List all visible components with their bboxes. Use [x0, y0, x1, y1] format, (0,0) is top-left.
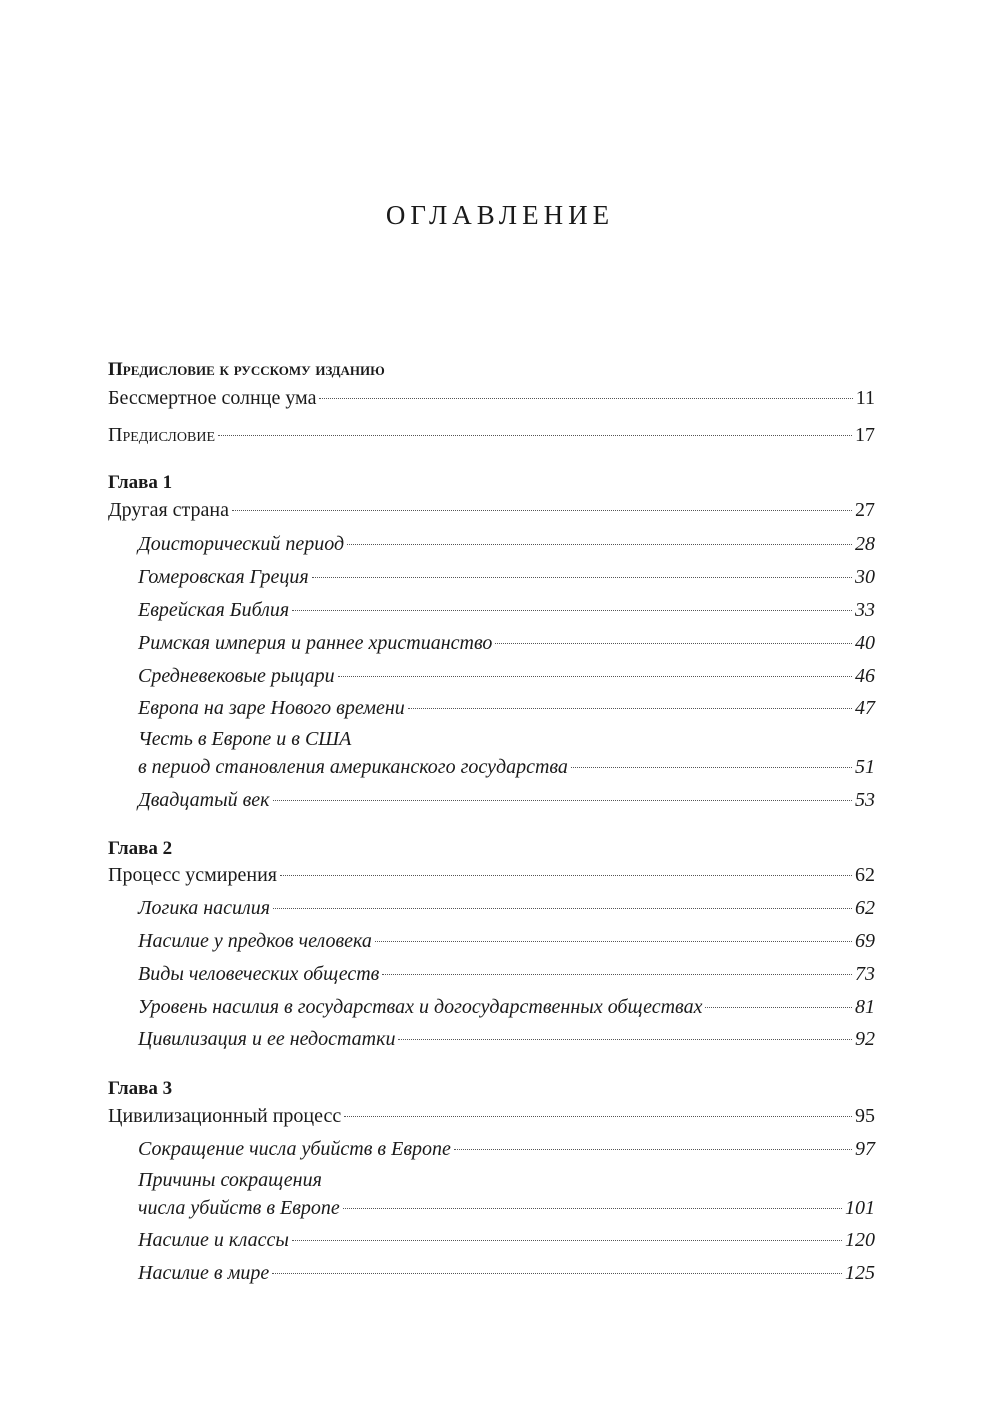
toc-section[interactable]	[138, 753, 875, 781]
toc-entry-label: Европа на заре Нового времени	[138, 697, 405, 719]
chapter-2-heading: Глава 2	[108, 838, 173, 859]
toc-page-number: 47	[855, 697, 875, 719]
toc-entry-preface-russian[interactable]	[108, 384, 875, 412]
toc-section[interactable]	[138, 1226, 875, 1254]
toc-entry-label: Другая страна	[108, 499, 229, 521]
toc-page-number: 125	[845, 1262, 875, 1284]
toc-section-line-1[interactable]: Честь в Европе и в США	[138, 728, 352, 750]
toc-page-number: 28	[855, 533, 875, 555]
toc-section[interactable]	[138, 530, 875, 558]
toc-page-number: 95	[855, 1105, 875, 1127]
toc-section[interactable]	[138, 563, 875, 591]
dot-leader	[454, 1149, 852, 1150]
chapter-1-heading: Глава 1	[108, 472, 173, 493]
dot-leader	[382, 974, 852, 975]
dot-leader	[280, 875, 852, 876]
preface-heading: Предисловие к русскому изданию	[108, 359, 385, 380]
toc-entry-label: Насилие у предков человека	[138, 930, 372, 952]
toc-page-number: 27	[855, 499, 875, 521]
toc-entry-preface[interactable]	[108, 421, 875, 449]
toc-entry-label: Логика насилия	[138, 897, 271, 919]
toc-section[interactable]	[138, 1135, 875, 1163]
toc-section[interactable]	[138, 1194, 875, 1222]
toc-section[interactable]	[138, 662, 875, 690]
toc-page-number: 101	[845, 1197, 875, 1219]
toc-page-number: 120	[845, 1229, 875, 1251]
toc-page-number: 53	[855, 789, 875, 811]
toc-page-number: 33	[855, 599, 875, 621]
toc-entry-label: числа убийств в Европе	[138, 1197, 340, 1219]
toc-entry-chapter-1[interactable]	[108, 496, 875, 524]
toc-section[interactable]	[138, 960, 875, 988]
toc-entry-label: Сокращение числа убийств в Европе	[138, 1138, 451, 1160]
dot-leader	[312, 577, 852, 578]
dot-leader	[218, 435, 852, 436]
toc-section[interactable]	[138, 993, 875, 1021]
toc-entry-label: Гомеровская Греция	[138, 566, 309, 588]
toc-section[interactable]	[138, 786, 875, 814]
dot-leader	[495, 643, 852, 644]
dot-leader	[398, 1039, 852, 1040]
toc-page-number: 73	[855, 963, 875, 985]
toc-page-number: 97	[855, 1138, 875, 1160]
toc-page-number: 92	[855, 1028, 875, 1050]
toc-entry-label: Римская империя и раннее христианство	[138, 632, 493, 654]
dot-leader	[705, 1007, 852, 1008]
dot-leader	[571, 767, 852, 768]
toc-section[interactable]	[138, 927, 875, 955]
toc-entry-label: в период становления американского государства	[138, 756, 568, 778]
toc-page-number: 40	[855, 632, 875, 654]
page-title: ОГЛАВЛЕНИЕ	[385, 200, 615, 230]
toc-page-number: 46	[855, 665, 875, 687]
toc-section-line-1[interactable]: Причины сокращения	[138, 1169, 322, 1191]
dot-leader	[273, 908, 852, 909]
toc-entry-chapter-2[interactable]	[108, 861, 875, 889]
dot-leader	[273, 800, 852, 801]
toc-entry-label: Насилие и классы	[138, 1229, 289, 1251]
dot-leader	[338, 676, 852, 677]
toc-section[interactable]	[138, 694, 875, 722]
toc-entry-chapter-3[interactable]	[108, 1102, 875, 1130]
dot-leader	[232, 510, 852, 511]
toc-entry-label: Цивилизация и ее недостатки	[138, 1028, 396, 1050]
toc-section[interactable]	[138, 894, 875, 922]
toc-entry-label: Еврейская Библия	[138, 599, 290, 621]
dot-leader	[408, 708, 852, 709]
dot-leader	[292, 610, 852, 611]
toc-section[interactable]	[138, 1259, 875, 1287]
toc-entry-label: Процесс усмирения	[108, 864, 277, 886]
dot-leader	[344, 1116, 852, 1117]
toc-page-number: 69	[855, 930, 875, 952]
chapter-3-heading: Глава 3	[108, 1078, 173, 1099]
toc-section[interactable]	[138, 596, 875, 624]
toc-page-number: 17	[855, 424, 875, 446]
dot-leader	[347, 544, 852, 545]
dot-leader	[343, 1208, 842, 1209]
toc-page-number: 51	[855, 756, 875, 778]
toc-page-number: 62	[855, 864, 875, 886]
dot-leader	[272, 1273, 842, 1274]
dot-leader	[319, 398, 852, 399]
toc-section[interactable]	[138, 629, 875, 657]
dot-leader	[375, 941, 852, 942]
toc-entry-label: Уровень насилия в государствах и догосударственных обществах	[138, 996, 703, 1018]
toc-entry-label: Насилие в мире	[138, 1262, 270, 1284]
dot-leader	[292, 1240, 842, 1241]
toc-entry-label: Средневековые рыцари	[138, 665, 335, 687]
toc-section[interactable]	[138, 1025, 875, 1053]
toc-entry-label: Цивилизационный процесс	[108, 1105, 342, 1127]
toc-page-number: 11	[855, 387, 875, 409]
toc-page-number: 81	[855, 996, 875, 1018]
toc-page-number: 30	[855, 566, 875, 588]
toc-entry-label: Доисторический период	[138, 533, 345, 555]
toc-page-number: 62	[855, 897, 875, 919]
toc-entry-label: Предисловие	[108, 424, 216, 446]
toc-entry-label: Бессмертное солнце ума	[108, 387, 317, 409]
toc-entry-label: Двадцатый век	[138, 789, 270, 811]
toc-entry-label: Виды человеческих обществ	[138, 963, 380, 985]
